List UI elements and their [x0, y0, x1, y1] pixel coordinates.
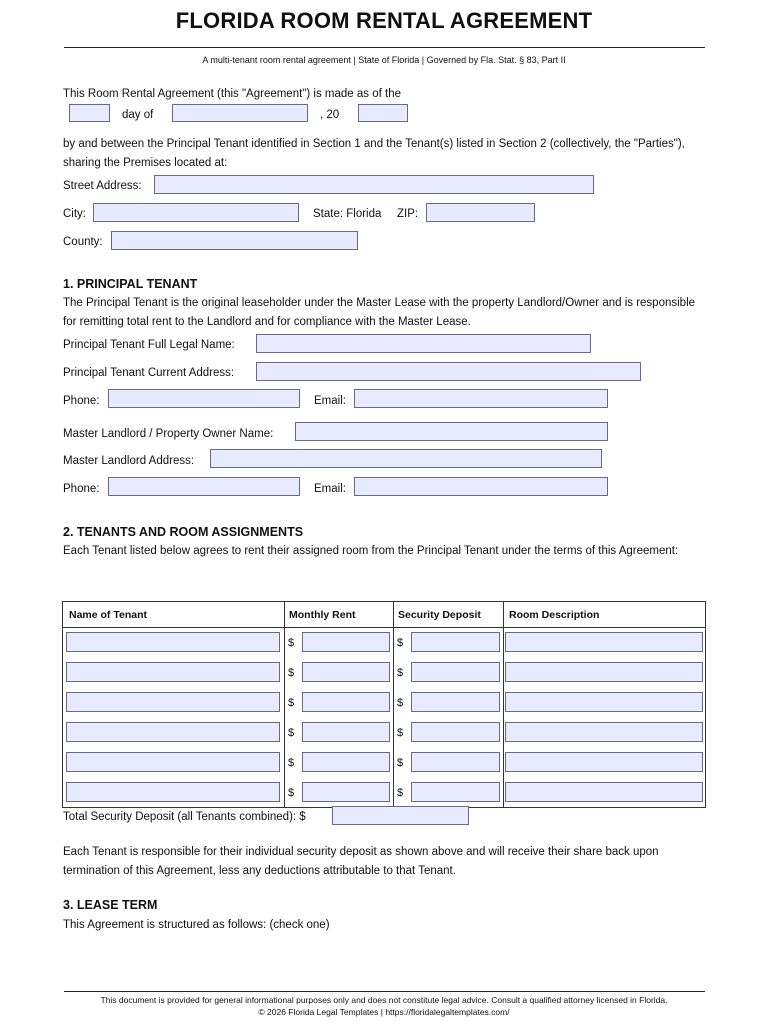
room-description-field[interactable]	[505, 752, 703, 772]
street-address-label: Street Address:	[63, 180, 142, 192]
landlord-phone-field[interactable]	[108, 477, 300, 496]
column-header-rent: Monthly Rent	[289, 609, 356, 621]
currency-symbol: $	[397, 757, 404, 769]
currency-symbol: $	[397, 637, 404, 649]
city-label: City:	[63, 208, 86, 220]
landlord-email-field[interactable]	[354, 477, 608, 496]
section-2-heading: 2. TENANTS AND ROOM ASSIGNMENTS	[63, 525, 304, 539]
month-field[interactable]	[172, 104, 308, 122]
section-2-text: Each Tenant listed below agrees to rent their assigned room from the Principal Tenant under the terms of this Agreement:	[63, 545, 679, 557]
column-header-name: Name of Tenant	[69, 609, 147, 621]
principal-name-label: Principal Tenant Full Legal Name:	[63, 339, 235, 351]
security-deposit-field[interactable]	[411, 722, 500, 742]
landlord-name-label: Master Landlord / Property Owner Name:	[63, 428, 274, 440]
table-header-divider	[62, 627, 706, 628]
day-of-label: day of	[122, 109, 154, 121]
principal-address-field[interactable]	[256, 362, 641, 381]
total-deposit-field[interactable]	[332, 806, 469, 825]
monthly-rent-field[interactable]	[302, 632, 390, 652]
section-3-heading: 3. LEASE TERM	[63, 898, 158, 912]
table-divider	[284, 601, 285, 808]
security-deposit-field[interactable]	[411, 782, 500, 802]
state-label: State: Florida	[313, 208, 382, 220]
county-label: County:	[63, 236, 103, 248]
footer-disclaimer: This document is provided for general informational purposes only and does not constitute legal advice. Consult a qualified attorney licensed in Florida.	[100, 995, 668, 1005]
currency-symbol: $	[288, 727, 295, 739]
monthly-rent-field[interactable]	[302, 692, 390, 712]
table-divider	[393, 601, 394, 808]
principal-phone-field[interactable]	[108, 389, 300, 408]
currency-symbol: $	[397, 787, 404, 799]
currency-symbol: $	[397, 727, 404, 739]
tenant-name-field[interactable]	[66, 632, 280, 652]
landlord-phone-label: Phone:	[63, 483, 100, 495]
monthly-rent-field[interactable]	[302, 782, 390, 802]
landlord-email-label: Email:	[314, 483, 346, 495]
monthly-rent-field[interactable]	[302, 662, 390, 682]
landlord-address-field[interactable]	[210, 449, 602, 468]
footer-divider	[64, 991, 705, 992]
total-deposit-label: Total Security Deposit (all Tenants combined): $	[63, 811, 306, 823]
intro-line: This Room Rental Agreement (this "Agreement") is made as of the	[63, 88, 401, 100]
year-field[interactable]	[358, 104, 408, 122]
street-address-field[interactable]	[154, 175, 594, 194]
principal-email-label: Email:	[314, 395, 346, 407]
column-header-room: Room Description	[509, 609, 600, 621]
tenant-name-field[interactable]	[66, 782, 280, 802]
room-description-field[interactable]	[505, 782, 703, 802]
monthly-rent-field[interactable]	[302, 752, 390, 772]
tenant-name-field[interactable]	[66, 752, 280, 772]
tenant-name-field[interactable]	[66, 692, 280, 712]
landlord-name-field[interactable]	[295, 422, 608, 441]
document-title: FLORIDA ROOM RENTAL AGREEMENT	[175, 8, 593, 33]
section-1-text: The Principal Tenant is the original leaseholder under the Master Lease with the property Landlord/Owner and is responsible for remitting total rent to the Landlord and for compliance with the Master Lease.	[63, 297, 696, 328]
principal-email-field[interactable]	[354, 389, 608, 408]
principal-name-field[interactable]	[256, 334, 591, 353]
tenant-name-field[interactable]	[66, 662, 280, 682]
room-description-field[interactable]	[505, 692, 703, 712]
document-subtitle: A multi-tenant room rental agreement | State of Florida | Governed by Fla. Stat. § 83, Part II	[202, 55, 566, 65]
room-description-field[interactable]	[505, 632, 703, 652]
city-field[interactable]	[93, 203, 299, 222]
day-field[interactable]	[69, 104, 110, 122]
security-deposit-field[interactable]	[411, 752, 500, 772]
currency-symbol: $	[397, 697, 404, 709]
tenant-name-field[interactable]	[66, 722, 280, 742]
currency-symbol: $	[288, 697, 295, 709]
section-3-text: This Agreement is structured as follows: (check one)	[63, 919, 330, 931]
section-1-heading: 1. PRINCIPAL TENANT	[63, 277, 198, 291]
security-deposit-field[interactable]	[411, 632, 500, 652]
security-deposit-field[interactable]	[411, 662, 500, 682]
landlord-address-label: Master Landlord Address:	[63, 455, 195, 467]
zip-label: ZIP:	[397, 208, 419, 220]
currency-symbol: $	[288, 637, 295, 649]
column-header-deposit: Security Deposit	[398, 609, 481, 621]
security-deposit-field[interactable]	[411, 692, 500, 712]
principal-phone-label: Phone:	[63, 395, 100, 407]
zip-field[interactable]	[426, 203, 535, 222]
title-divider	[64, 47, 705, 48]
room-description-field[interactable]	[505, 662, 703, 682]
deposit-note: Each Tenant is responsible for their individual security deposit as shown above and will receive their share back upon termination of this Agreement, less any deductions attributable to that Tenant.	[63, 846, 659, 877]
footer-copyright: © 2026 Florida Legal Templates | https://floridalegaltemplates.com/	[258, 1007, 510, 1017]
currency-symbol: $	[288, 757, 295, 769]
currency-symbol: $	[288, 667, 295, 679]
currency-symbol: $	[288, 787, 295, 799]
table-divider	[503, 601, 504, 808]
county-field[interactable]	[111, 231, 358, 250]
parties-paragraph: by and between the Principal Tenant identified in Section 1 and the Tenant(s) listed in Section 2 (collectively, the "Parties"), sharing the Premises located at:	[63, 138, 685, 169]
monthly-rent-field[interactable]	[302, 722, 390, 742]
year-prefix-label: , 20	[320, 109, 340, 121]
principal-address-label: Principal Tenant Current Address:	[63, 367, 235, 379]
currency-symbol: $	[397, 667, 404, 679]
room-description-field[interactable]	[505, 722, 703, 742]
